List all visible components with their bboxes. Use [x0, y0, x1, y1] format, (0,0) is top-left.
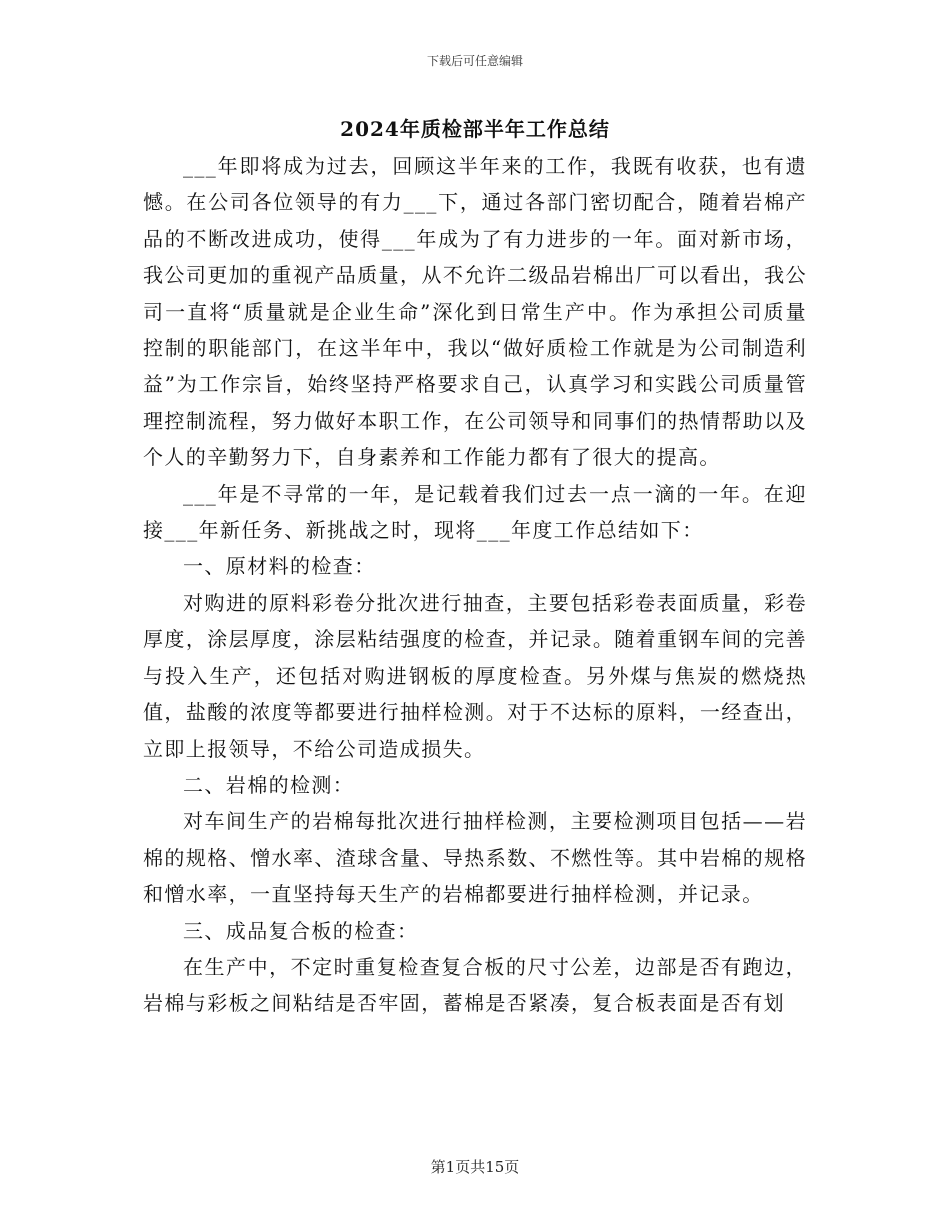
section-heading-raw-materials: 一、原材料的检查：: [183, 554, 376, 579]
paragraph-composite-board: 在生产中，不定时重复检查复合板的尺寸公差，边部是否有跑边，岩棉与彩板之间粘结是否牢固，蓄棉是否紧凑，复合板表面是否有划: [143, 954, 807, 1016]
paragraph-raw-materials: 对购进的原料彩卷分批次进行抽查，主要包括彩卷表面质量，彩卷厚度，涂层厚度，涂层粘结强度的检查，并记录。随着重钢车间的完善与投入生产，还包括对购进钢板的厚度检查。另外煤与焦炭的燃烧热值，盐酸的浓度等都要进行抽样检测。对于不达标的原料，一经查出，立即上报领导，不给公司造成损失。: [143, 590, 807, 761]
page-footer: 第1页共15页: [430, 1158, 520, 1176]
document-body: [143, 148, 807, 1022]
document-title: 2024年质检部半年工作总结: [340, 117, 610, 141]
header-note: 下载后可任意编辑: [426, 54, 523, 68]
paragraph-rockwool: 对车间生产的岩棉每批次进行抽样检测，主要检测项目包括——岩棉的规格、憎水率、渣球含量、导热系数、不燃性等。其中岩棉的规格和憎水率，一直坚持每天生产的岩棉都要进行抽样检测，并记录。: [143, 809, 807, 907]
paragraph-summary-lead: ___年是不寻常的一年，是记载着我们过去一点一滴的一年。在迎接___年新任务、新挑战之时，现将___年度工作总结如下：: [143, 481, 807, 543]
section-heading-composite-board: 三、成品复合板的检查：: [183, 918, 419, 943]
section-heading-rockwool: 二、岩棉的检测：: [183, 772, 355, 797]
paragraph-intro: ___年即将成为过去，回顾这半年来的工作，我既有收获，也有遗憾。在公司各位领导的有力___下，通过各部门密切配合，随着岩棉产品的不断改进成功，使得___年成为了有力进步的一年。面对新市场，我公司更加的重视产品质量，从不允许二级品岩棉出厂可以看出，我公司一直将“质量就是企业生命”深化到日常生产中。作为承担公司质量控制的职能部门，在这半年中，我以“做好质检工作就是为公司制造利益”为工作宗旨，始终坚持严格要求自己，认真学习和实践公司质量管理控制流程，努力做好本职工作，在公司领导和同事们的热情帮助以及个人的辛勤努力下，自身素养和工作能力都有了很大的提高。: [143, 154, 807, 470]
